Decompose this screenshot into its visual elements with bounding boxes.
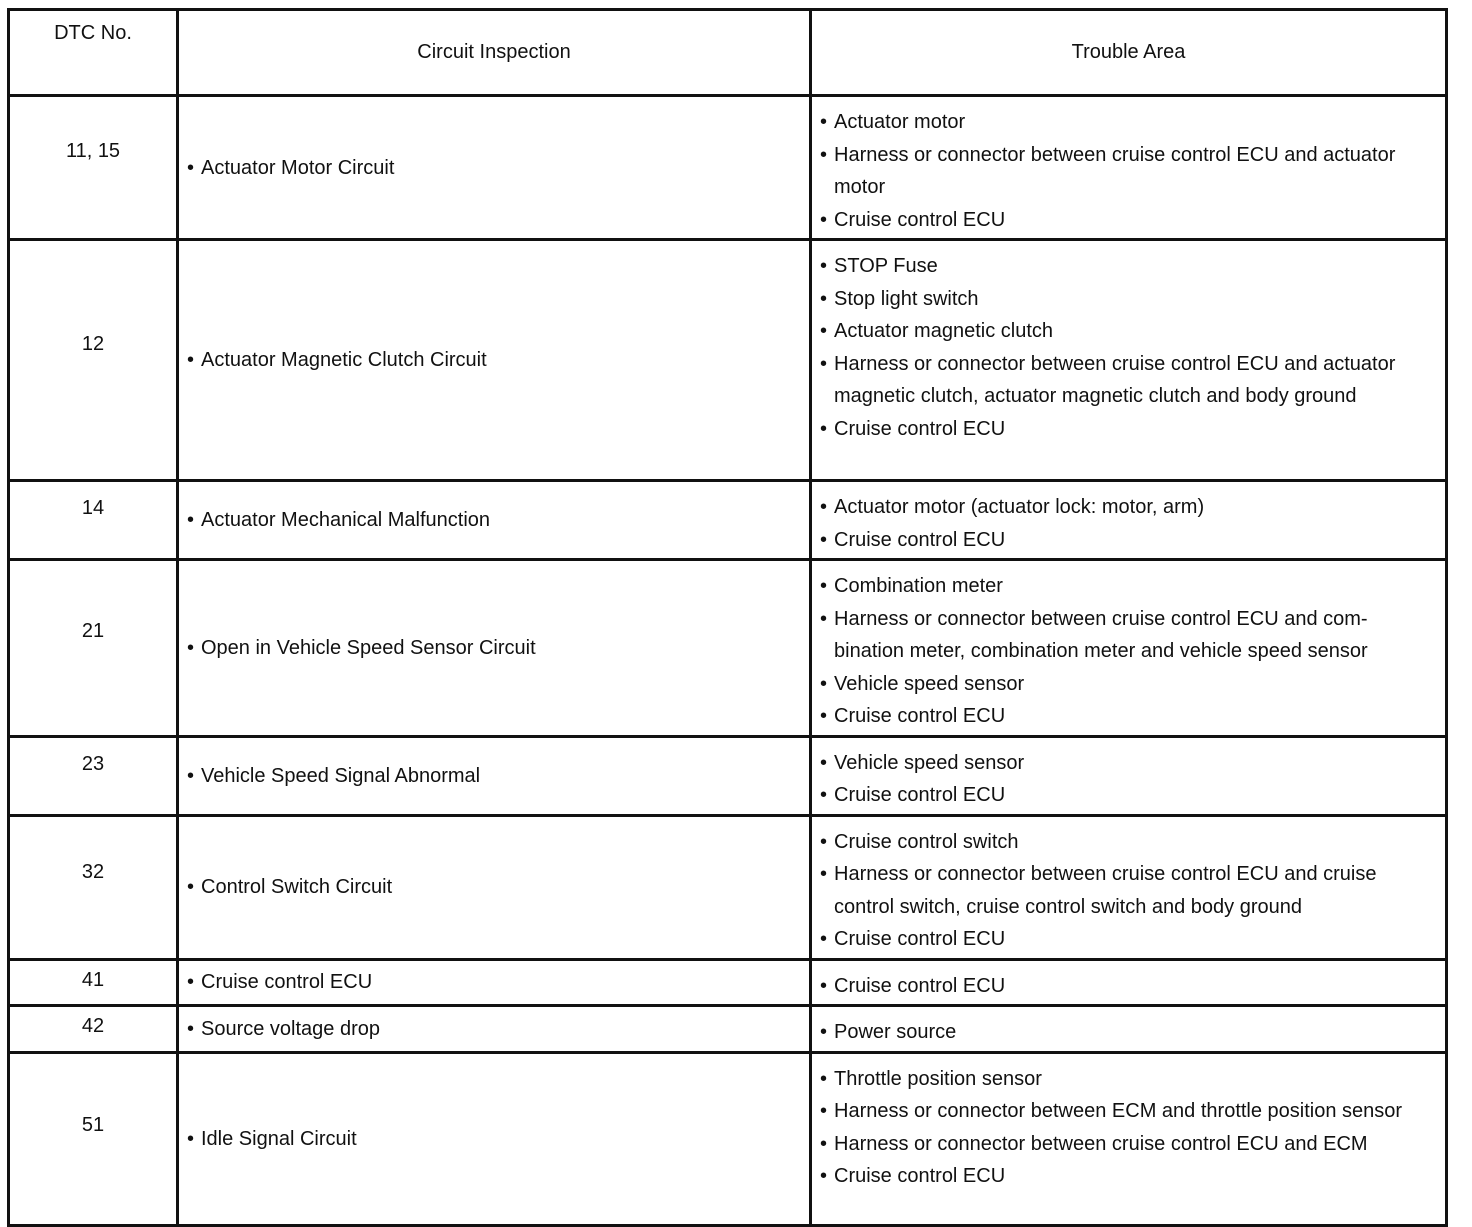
trouble-area-item: • Cruise control ECU [820, 700, 1437, 733]
trouble-area-list [820, 747, 1437, 812]
circuit-inspection-text: • Open in Vehicle Speed Sensor Circuit [187, 633, 809, 663]
circuit-inspection-cell [178, 560, 811, 737]
table-row [9, 1052, 1447, 1225]
trouble-area-item: • Throttle position sensor [820, 1063, 1437, 1096]
trouble-area-item: • Actuator motor (actuator lock: motor, arm) [820, 491, 1437, 524]
trouble-area-cell [811, 736, 1447, 815]
table-row [9, 1006, 1447, 1053]
dtc-number-cell: 23 [9, 736, 178, 815]
trouble-area-item: • Cruise control ECU [820, 970, 1437, 1003]
trouble-area-list [820, 570, 1437, 733]
circuit-inspection-text: • Idle Signal Circuit [187, 1124, 809, 1154]
table-row [9, 815, 1447, 959]
circuit-inspection-text: • Control Switch Circuit [187, 872, 809, 902]
table-row [9, 240, 1447, 481]
table-row [9, 96, 1447, 240]
dtc-number-cell: 14 [9, 481, 178, 560]
trouble-area-item: • Stop light switch [820, 283, 1437, 316]
trouble-area-list [820, 1063, 1437, 1193]
trouble-area-item: • Combination meter [820, 570, 1437, 603]
trouble-area-item: • Harness or connector between cruise control ECU and ECM [820, 1128, 1437, 1161]
trouble-area-list [820, 250, 1437, 445]
trouble-area-item: • Harness or connector between cruise control ECU and actuator magnetic clutch, actuator magnetic clutch and body ground [820, 348, 1437, 413]
circuit-inspection-text: • Cruise control ECU [187, 967, 809, 997]
table-header-row [9, 10, 1447, 96]
circuit-inspection-text: • Actuator Mechanical Malfunction [187, 505, 809, 535]
trouble-area-item: • Cruise control switch [820, 826, 1437, 859]
header-circuit-inspection: Circuit Inspection [178, 10, 811, 96]
trouble-area-cell [811, 96, 1447, 240]
header-dtc-no: DTC No. [9, 10, 178, 96]
circuit-inspection-text: • Actuator Motor Circuit [187, 153, 809, 183]
trouble-area-item: • Power source [820, 1016, 1437, 1049]
circuit-inspection-cell [178, 959, 811, 1006]
trouble-area-cell [811, 560, 1447, 737]
dtc-number-cell: 41 [9, 959, 178, 1006]
trouble-area-list [820, 491, 1437, 556]
trouble-area-item: • Actuator motor [820, 106, 1437, 139]
trouble-area-list [820, 970, 1437, 1003]
dtc-number-cell: 12 [9, 240, 178, 481]
trouble-area-list [820, 1016, 1437, 1049]
circuit-inspection-cell [178, 481, 811, 560]
dtc-table [7, 8, 1448, 1227]
dtc-number-cell: 42 [9, 1006, 178, 1053]
circuit-inspection-cell [178, 1052, 811, 1225]
table-row [9, 959, 1447, 1006]
trouble-area-item: • Harness or connector between cruise control ECU and com-bination meter, combination meter and vehicle speed sensor [820, 603, 1437, 668]
trouble-area-cell [811, 481, 1447, 560]
trouble-area-item: • Cruise control ECU [820, 923, 1437, 956]
dtc-number-cell: 51 [9, 1052, 178, 1225]
trouble-area-item: • Cruise control ECU [820, 204, 1437, 237]
trouble-area-item: • Vehicle speed sensor [820, 747, 1437, 780]
trouble-area-cell [811, 1052, 1447, 1225]
circuit-inspection-text: • Source voltage drop [187, 1014, 809, 1044]
trouble-area-item: • Cruise control ECU [820, 1160, 1437, 1193]
table-row [9, 736, 1447, 815]
table-row [9, 481, 1447, 560]
circuit-inspection-cell [178, 1006, 811, 1053]
trouble-area-cell [811, 1006, 1447, 1053]
circuit-inspection-text: • Actuator Magnetic Clutch Circuit [187, 345, 809, 375]
dtc-number-cell: 21 [9, 560, 178, 737]
trouble-area-cell [811, 240, 1447, 481]
trouble-area-item: • Cruise control ECU [820, 779, 1437, 812]
circuit-inspection-cell [178, 815, 811, 959]
dtc-number-cell: 32 [9, 815, 178, 959]
header-trouble-area: Trouble Area [811, 10, 1447, 96]
circuit-inspection-cell [178, 240, 811, 481]
trouble-area-list [820, 826, 1437, 956]
trouble-area-item: • STOP Fuse [820, 250, 1437, 283]
trouble-area-item: • Actuator magnetic clutch [820, 315, 1437, 348]
trouble-area-item: • Harness or connector between cruise control ECU and actuator motor [820, 139, 1437, 204]
trouble-area-item: • Harness or connector between cruise control ECU and cruise control switch, cruise control switch and body ground [820, 858, 1437, 923]
circuit-inspection-text: • Vehicle Speed Signal Abnormal [187, 761, 809, 791]
table-body [9, 96, 1447, 1226]
trouble-area-cell [811, 815, 1447, 959]
table-row [9, 560, 1447, 737]
trouble-area-item: • Cruise control ECU [820, 413, 1437, 446]
dtc-number-cell: 11, 15 [9, 96, 178, 240]
trouble-area-cell [811, 959, 1447, 1006]
trouble-area-item: • Harness or connector between ECM and throttle position sensor [820, 1095, 1437, 1128]
circuit-inspection-cell [178, 96, 811, 240]
trouble-area-item: • Vehicle speed sensor [820, 668, 1437, 701]
trouble-area-list [820, 106, 1437, 236]
trouble-area-item: • Cruise control ECU [820, 524, 1437, 557]
circuit-inspection-cell [178, 736, 811, 815]
